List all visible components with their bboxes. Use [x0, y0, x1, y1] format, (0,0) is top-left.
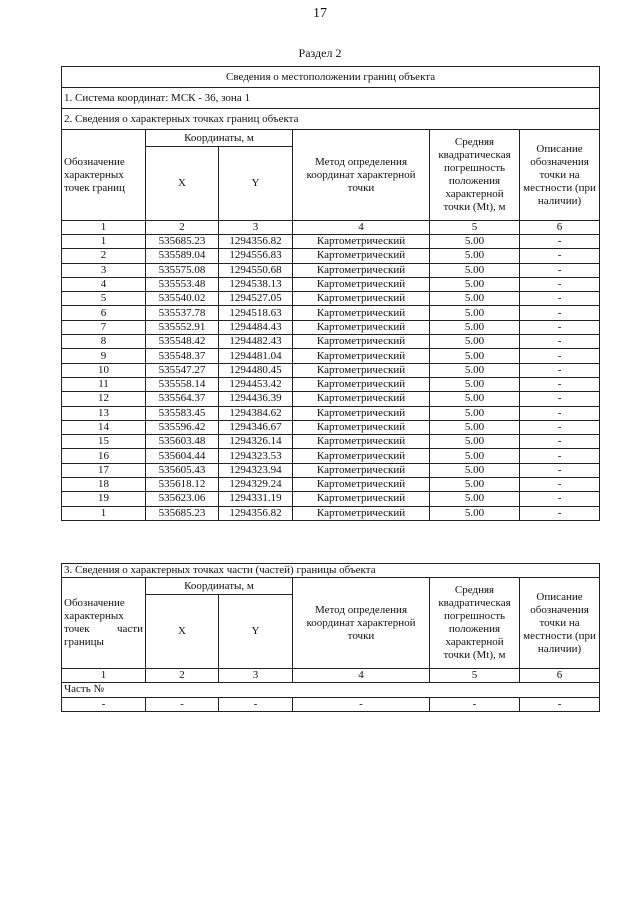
coord-y-cell: 1294436.39	[219, 392, 293, 406]
method-cell: Картометрический	[293, 320, 430, 334]
accuracy-cell: 5.00	[430, 435, 520, 449]
description-cell: -	[520, 349, 600, 363]
coord-y-cell: 1294538.13	[219, 277, 293, 291]
coord-y-cell: 1294323.94	[219, 463, 293, 477]
table-row	[62, 463, 600, 477]
column-number: 1	[62, 669, 146, 683]
table-row	[62, 235, 600, 249]
header-accuracy: Средняя квадратическая погрешность положения характерной точки (Mt), м	[430, 578, 520, 669]
coordinate-system: 1. Система координат: МСК - 36, зона 1	[62, 88, 600, 109]
point-number-cell: 5	[62, 292, 146, 306]
coord-x-cell: 535596.42	[146, 420, 219, 434]
table-title: Сведения о местоположении границ объекта	[62, 67, 600, 88]
coord-x-cell: 535552.91	[146, 320, 219, 334]
coord-x-cell: 535548.37	[146, 349, 219, 363]
method-cell: Картометрический	[293, 406, 430, 420]
coord-x-cell: 535547.27	[146, 363, 219, 377]
header-coords: Координаты, м	[146, 578, 293, 595]
column-number: 4	[293, 669, 430, 683]
column-number: 3	[219, 669, 293, 683]
table-row	[62, 306, 600, 320]
method-cell: Картометрический	[293, 435, 430, 449]
table-row	[62, 249, 600, 263]
coord-y-cell: 1294384.62	[219, 406, 293, 420]
accuracy-cell: 5.00	[430, 292, 520, 306]
table-row	[62, 263, 600, 277]
method-cell: Картометрический	[293, 249, 430, 263]
coord-x-cell: 535623.06	[146, 492, 219, 506]
description-cell: -	[520, 392, 600, 406]
table-row	[62, 435, 600, 449]
coord-y-cell: 1294331.19	[219, 492, 293, 506]
description-cell: -	[520, 506, 600, 520]
method-cell: Картометрический	[293, 377, 430, 391]
column-number-row	[62, 669, 600, 683]
method-cell: Картометрический	[293, 349, 430, 363]
point-number-cell: 3	[62, 263, 146, 277]
table-cell: -	[219, 697, 293, 711]
accuracy-cell: 5.00	[430, 420, 520, 434]
table-row	[62, 420, 600, 434]
description-cell: -	[520, 449, 600, 463]
point-number-cell: 4	[62, 277, 146, 291]
coord-x-cell: 535589.04	[146, 249, 219, 263]
accuracy-cell: 5.00	[430, 320, 520, 334]
description-cell: -	[520, 320, 600, 334]
accuracy-cell: 5.00	[430, 406, 520, 420]
coord-x-cell: 535603.48	[146, 435, 219, 449]
description-cell: -	[520, 478, 600, 492]
coord-y-cell: 1294346.67	[219, 420, 293, 434]
table-row	[62, 349, 600, 363]
coord-x-cell: 535540.02	[146, 292, 219, 306]
coord-x-cell: 535548.42	[146, 335, 219, 349]
point-number-cell: 19	[62, 492, 146, 506]
point-number-cell: 6	[62, 306, 146, 320]
accuracy-cell: 5.00	[430, 363, 520, 377]
description-cell: -	[520, 263, 600, 277]
header-description: Описание обозначения точки на местности (при наличии)	[520, 130, 600, 221]
section-title: Раздел 2	[298, 46, 342, 60]
table-row	[62, 478, 600, 492]
header-coords: Координаты, м	[146, 130, 293, 147]
column-number-row	[62, 221, 600, 235]
table-row	[62, 363, 600, 377]
description-cell: -	[520, 435, 600, 449]
coord-y-cell: 1294484.43	[219, 320, 293, 334]
point-number-cell: 16	[62, 449, 146, 463]
coord-y-cell: 1294481.04	[219, 349, 293, 363]
method-cell: Картометрический	[293, 449, 430, 463]
boundary-points-table	[61, 66, 600, 521]
table-row	[62, 377, 600, 391]
coord-x-cell: 535583.45	[146, 406, 219, 420]
coord-x-cell: 535685.23	[146, 506, 219, 520]
table-row	[62, 506, 600, 520]
description-cell: -	[520, 306, 600, 320]
coord-y-cell: 1294527.05	[219, 292, 293, 306]
column-number: 4	[293, 221, 430, 235]
coord-y-cell: 1294518.63	[219, 306, 293, 320]
table-row	[62, 697, 600, 711]
description-cell: -	[520, 292, 600, 306]
table-row	[62, 277, 600, 291]
point-number-cell: 17	[62, 463, 146, 477]
method-cell: Картометрический	[293, 292, 430, 306]
point-number-cell: 1	[62, 235, 146, 249]
table-cell: -	[293, 697, 430, 711]
table-row	[62, 392, 600, 406]
header-method: Метод определения координат характерной точки	[293, 578, 430, 669]
method-cell: Картометрический	[293, 478, 430, 492]
header-accuracy: Средняя квадратическая погрешность положения характерной точки (Mt), м	[430, 130, 520, 221]
accuracy-cell: 5.00	[430, 349, 520, 363]
coord-y-cell: 1294556.83	[219, 249, 293, 263]
coord-x-cell: 535537.78	[146, 306, 219, 320]
method-cell: Картометрический	[293, 420, 430, 434]
description-cell: -	[520, 249, 600, 263]
coord-y-cell: 1294550.68	[219, 263, 293, 277]
accuracy-cell: 5.00	[430, 235, 520, 249]
accuracy-cell: 5.00	[430, 492, 520, 506]
header-y: Y	[219, 147, 293, 221]
point-number-cell: 15	[62, 435, 146, 449]
coord-x-cell: 535605.43	[146, 463, 219, 477]
method-cell: Картометрический	[293, 335, 430, 349]
column-number: 2	[146, 221, 219, 235]
accuracy-cell: 5.00	[430, 277, 520, 291]
subsection-title: 3. Сведения о характерных точках части (частей) границы объекта	[62, 564, 600, 578]
column-number: 1	[62, 221, 146, 235]
accuracy-cell: 5.00	[430, 335, 520, 349]
header-x: X	[146, 595, 219, 669]
coord-x-cell: 535575.08	[146, 263, 219, 277]
point-number-cell: 13	[62, 406, 146, 420]
header-method: Метод определения координат характерной точки	[293, 130, 430, 221]
coord-x-cell: 535558.14	[146, 377, 219, 391]
point-number-cell: 18	[62, 478, 146, 492]
coord-y-cell: 1294356.82	[219, 506, 293, 520]
part-points-table	[61, 563, 600, 712]
method-cell: Картометрический	[293, 463, 430, 477]
coord-x-cell: 535553.48	[146, 277, 219, 291]
point-number-cell: 7	[62, 320, 146, 334]
accuracy-cell: 5.00	[430, 478, 520, 492]
coord-y-cell: 1294480.45	[219, 363, 293, 377]
column-number: 5	[430, 221, 520, 235]
column-number: 6	[520, 669, 600, 683]
method-cell: Картометрический	[293, 235, 430, 249]
coord-y-cell: 1294323.53	[219, 449, 293, 463]
point-number-cell: 14	[62, 420, 146, 434]
accuracy-cell: 5.00	[430, 249, 520, 263]
method-cell: Картометрический	[293, 506, 430, 520]
accuracy-cell: 5.00	[430, 392, 520, 406]
description-cell: -	[520, 420, 600, 434]
header-y: Y	[219, 595, 293, 669]
table-cell: -	[146, 697, 219, 711]
method-cell: Картометрический	[293, 492, 430, 506]
description-cell: -	[520, 406, 600, 420]
method-cell: Картометрический	[293, 363, 430, 377]
table-row	[62, 406, 600, 420]
point-number-cell: 8	[62, 335, 146, 349]
coord-x-cell: 535564.37	[146, 392, 219, 406]
point-number-cell: 11	[62, 377, 146, 391]
method-cell: Картометрический	[293, 277, 430, 291]
column-number: 2	[146, 669, 219, 683]
header-point: Обозначение характерных точек границ	[62, 130, 146, 221]
column-number: 6	[520, 221, 600, 235]
description-cell: -	[520, 463, 600, 477]
point-number-cell: 9	[62, 349, 146, 363]
coord-x-cell: 535604.44	[146, 449, 219, 463]
table-row	[62, 292, 600, 306]
subsection-title: 2. Сведения о характерных точках границ объекта	[62, 109, 600, 130]
table-cell: -	[62, 697, 146, 711]
point-number-cell: 12	[62, 392, 146, 406]
header-point: Обозначение характерных точек части границы	[62, 578, 146, 669]
part-label: Часть №	[62, 683, 600, 697]
accuracy-cell: 5.00	[430, 449, 520, 463]
page-number: 17	[313, 6, 327, 21]
description-cell: -	[520, 235, 600, 249]
accuracy-cell: 5.00	[430, 263, 520, 277]
method-cell: Картометрический	[293, 392, 430, 406]
description-cell: -	[520, 377, 600, 391]
accuracy-cell: 5.00	[430, 306, 520, 320]
coord-x-cell: 535685.23	[146, 235, 219, 249]
accuracy-cell: 5.00	[430, 506, 520, 520]
description-cell: -	[520, 277, 600, 291]
method-cell: Картометрический	[293, 306, 430, 320]
accuracy-cell: 5.00	[430, 463, 520, 477]
column-number: 3	[219, 221, 293, 235]
table-row	[62, 492, 600, 506]
description-cell: -	[520, 335, 600, 349]
header-description: Описание обозначения точки на местности (при наличии)	[520, 578, 600, 669]
description-cell: -	[520, 492, 600, 506]
column-number: 5	[430, 669, 520, 683]
point-number-cell: 2	[62, 249, 146, 263]
table-row	[62, 335, 600, 349]
coord-x-cell: 535618.12	[146, 478, 219, 492]
accuracy-cell: 5.00	[430, 377, 520, 391]
table-cell: -	[430, 697, 520, 711]
table-cell: -	[520, 697, 600, 711]
description-cell: -	[520, 363, 600, 377]
header-x: X	[146, 147, 219, 221]
coord-y-cell: 1294329.24	[219, 478, 293, 492]
coord-y-cell: 1294356.82	[219, 235, 293, 249]
coord-y-cell: 1294482.43	[219, 335, 293, 349]
point-number-cell: 10	[62, 363, 146, 377]
coord-y-cell: 1294326.14	[219, 435, 293, 449]
table-row	[62, 320, 600, 334]
method-cell: Картометрический	[293, 263, 430, 277]
coord-y-cell: 1294453.42	[219, 377, 293, 391]
table-row	[62, 449, 600, 463]
point-number-cell: 1	[62, 506, 146, 520]
